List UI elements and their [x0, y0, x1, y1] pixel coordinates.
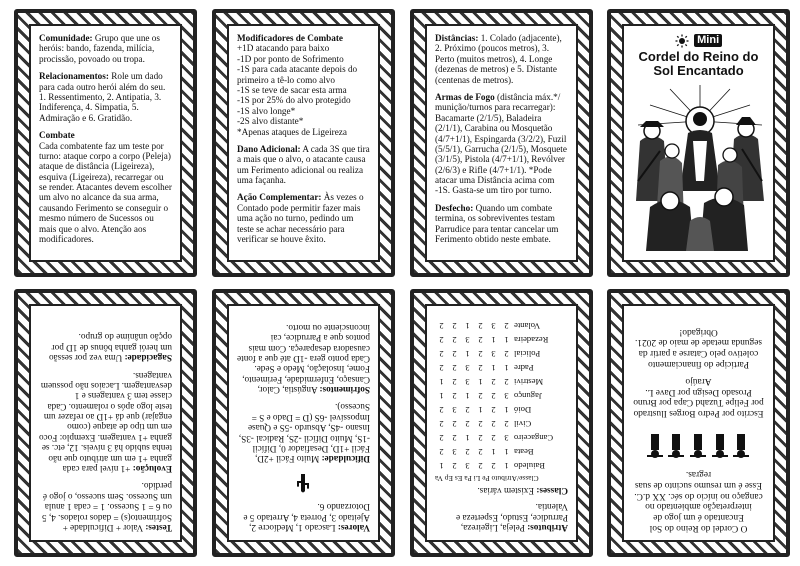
sun-icon — [675, 34, 689, 48]
modifier-line: -1S se teve de sacar esta arma — [237, 84, 347, 95]
text-atributos: Peleja, Ligeireza, Parrudice, Estudo, Esperteza e Valentia. — [456, 502, 568, 533]
attribute-value-cell: 2 — [478, 348, 483, 359]
heading-relacionamentos: Relacionamentos: — [39, 71, 109, 82]
modifier-line: +1D atacando para baixo — [237, 43, 330, 54]
attribute-value-cell: 1 — [465, 390, 470, 401]
paragraph-valores — [237, 502, 370, 533]
attribute-value-cell: 3 — [452, 446, 457, 457]
attribute-value-cell: 1 — [504, 362, 509, 373]
table-row — [435, 430, 568, 444]
paragraph-atributos — [435, 502, 568, 533]
attribute-value-cell: 3 — [465, 362, 470, 373]
class-name-cell: Volante — [514, 320, 541, 331]
table-row — [435, 388, 568, 402]
attribute-value-cell: 2 — [465, 418, 470, 429]
attribute-value-cell: 3 — [465, 334, 470, 345]
paragraph-catarse: Participe do financiamento coletivo pelo Catarse a partir da segunda metade de maio de 2021. Obrigado! — [634, 326, 763, 370]
attribute-value-cell: 2 — [452, 320, 457, 331]
card-content — [29, 24, 182, 262]
paragraph-armas-de-fogo — [435, 92, 568, 196]
card-creditos — [607, 289, 790, 557]
text-armas-de-fogo: (distância máx.*/ munição/turnos para recarregar): Bacamarte (2/1/5), Baladeira (2/1/1), Carabina ou Mosquetão (4/7+1/1), Espingarda (3/2/2), Fuzil (5/5/1), Garrucha (2/1/5), Mosquete (3/1/5), Pistola (4/7+1/1), Revólver (2/6/3) e Rifle (4/7+1/1). *Pode atacar uma Distância acima com -1S. Gasta-se um tiro por turno. — [435, 91, 567, 196]
attribute-value-cell: 2 — [478, 320, 483, 331]
attribute-value-cell: 2 — [465, 446, 470, 457]
paragraph-combate — [39, 130, 172, 244]
text-dificuldade: Muito Fácil +2D, Fácil +1D, Desafiador 0, Difícil -1S, Muito Difícil -2S, Radical -3S, Insano -4S, Absurdo -5S e Quase Impossível -6S (D = Dado e S = Sucesso). — [238, 402, 370, 465]
modifier-line: -1S por 25% do alvo protegido — [237, 95, 351, 106]
attribute-value-cell: 3 — [491, 348, 496, 359]
paragraph-desfecho — [435, 203, 568, 245]
attribute-value-cell: 2 — [439, 362, 444, 373]
cover-title: Cordel do Reino do Sol Encantado — [638, 49, 759, 78]
heading-valores: Valores: — [337, 523, 370, 533]
paragraph-testes — [39, 481, 172, 533]
paragraph-credits: Escrito por Pedro Borges Ilustrado por Felipe Tuzahd Capa por Bruno Prosado Design por Dave L. Araújo — [633, 375, 764, 419]
card-testes — [14, 289, 197, 557]
attribute-value-cell: 2 — [478, 362, 483, 373]
card-distancias — [410, 9, 593, 277]
heading-classes: Classes: — [536, 485, 568, 496]
attribute-value-cell: 2 — [504, 348, 509, 359]
attribute-value-cell: 2 — [452, 362, 457, 373]
paragraph-evolucao — [39, 370, 172, 474]
attribute-value-cell: 3 — [465, 460, 470, 471]
class-name-cell: Baiuledo — [514, 460, 546, 471]
class-table-header: Classe/Atributo Pe Li Pa Es Ep Va — [435, 474, 539, 484]
text-dano-adicional: A cada 3S que tira a mais que o alvo, o atacante causa um Ferimento adicional ou realiza uma façanha. — [237, 143, 370, 186]
attribute-value-cell: 2 — [452, 334, 457, 345]
card-content — [425, 24, 578, 262]
attribute-value-cell: 2 — [452, 390, 457, 401]
attribute-value-cell: 2 — [439, 432, 444, 443]
cactus-icon — [293, 473, 315, 495]
class-attribute-table — [435, 318, 568, 472]
heading-dificuldade: Dificuldade: — [321, 454, 370, 465]
modifier-line: -2S alvo distante* — [237, 116, 304, 127]
attribute-value-cell: 1 — [439, 376, 444, 387]
attribute-value-cell: 2 — [504, 320, 509, 331]
heading-atributos: Atributos: — [527, 523, 568, 533]
attribute-value-cell: 2 — [439, 418, 444, 429]
attribute-value-cell: 2 — [439, 320, 444, 331]
attribute-value-cell: 2 — [491, 460, 496, 471]
table-row — [435, 402, 568, 416]
paragraph-sagacidade — [39, 332, 172, 363]
figures-illustration — [632, 424, 765, 462]
attribute-value-cell: 2 — [478, 446, 483, 457]
text-testes: Valor + Dificuldade + Sofrimento(s) = dados rolados. 4, 5 ou 6 = 1 Sucesso. 1 = cada 1 anula um Sucesso. Sem sucesso, o jogo é perdido. — [42, 481, 172, 533]
class-name-cell: Civil — [514, 418, 532, 429]
card-modificadores — [212, 9, 395, 277]
heading-dano-adicional: Dano Adicional: — [237, 143, 301, 154]
attribute-value-cell: 2 — [452, 418, 457, 429]
class-name-cell: Policial — [514, 348, 541, 359]
attribute-value-cell: 1 — [439, 460, 444, 471]
table-row — [435, 416, 568, 430]
attribute-value-cell: 2 — [491, 390, 496, 401]
paragraph-modificadores — [237, 33, 370, 137]
attribute-value-cell: 2 — [504, 376, 509, 387]
paragraph-comunidade — [39, 33, 172, 64]
attribute-value-cell: 1 — [465, 320, 470, 331]
attribute-value-cell: 3 — [452, 404, 457, 415]
attribute-value-cell: 3 — [465, 376, 470, 387]
attribute-value-cell: 2 — [491, 432, 496, 443]
card-atributos-classes — [410, 289, 593, 557]
attribute-value-cell: 2 — [452, 376, 457, 387]
heading-comunidade: Comunidade: — [39, 33, 93, 43]
attribute-value-cell: 1 — [504, 446, 509, 457]
paragraph-intro: O Cordel do Reino do Sol Encantado é um jogo de interpretação ambientado no cangaço no início do séc. XX d.C. Esse é um resumo sucinto de suas regras. — [634, 468, 763, 533]
card-content — [227, 304, 380, 542]
attribute-value-cell: 2 — [452, 348, 457, 359]
card-content — [622, 24, 775, 262]
attribute-value-cell: 1 — [491, 334, 496, 345]
heading-modificadores: Modificadores de Combate — [237, 33, 343, 43]
modifier-line: -1D por ponto de Sofrimento — [237, 53, 344, 64]
table-row — [435, 360, 568, 374]
attribute-value-cell: 1 — [465, 432, 470, 443]
mini-badge: Mini — [694, 34, 722, 46]
attribute-value-cell: 2 — [439, 334, 444, 345]
class-name-cell: Rezadeira — [514, 334, 549, 345]
attribute-value-cell: 1 — [465, 348, 470, 359]
modifier-line: *Apenas ataques de Ligeireza — [237, 126, 347, 137]
cover-title-block — [630, 34, 767, 77]
attribute-value-cell: 1 — [504, 334, 509, 345]
attribute-value-cell: 2 — [478, 432, 483, 443]
text-sagacidade: Uma vez por sessão um herói ganha bônus de 1D por opção unânime do grupo. — [48, 332, 172, 364]
attribute-value-cell: 1 — [491, 446, 496, 457]
attribute-value-cell: 3 — [504, 390, 509, 401]
heading-armas-de-fogo: Armas de Fogo — [435, 91, 495, 102]
attribute-value-cell: 2 — [439, 446, 444, 457]
attribute-value-cell: 1 — [504, 460, 509, 471]
class-name-cell: Doió — [514, 404, 532, 415]
attribute-value-cell: 1 — [439, 390, 444, 401]
card-content — [622, 304, 775, 542]
attribute-value-cell: 2 — [491, 418, 496, 429]
characters-icon — [644, 428, 754, 462]
heading-desfecho: Desfecho: — [435, 202, 474, 213]
table-row — [435, 374, 568, 388]
text-evolucao: +1 nível para cada ganha +1 em um atributo que não tenha subido há 3 níveis. 12, etc. se ganha +1 vantagem. Exemplo: Foco em um tipo de ataque (como engajar) que dá +1D ao refazer um teste logo após o rolamento. Cada classe tem 3 vantagens e 1 desvantagem. Lacaios não possuem vantagens. — [38, 370, 172, 475]
heading-sofrimentos: Sofrimentos: — [319, 385, 370, 396]
attribute-value-cell: 2 — [452, 432, 457, 443]
paragraph-dificuldade — [237, 402, 370, 464]
attribute-value-cell: 2 — [465, 404, 470, 415]
attribute-value-cell: 2 — [478, 418, 483, 429]
class-name-cell: Jagunço — [514, 390, 543, 401]
attribute-value-cell: 2 — [491, 404, 496, 415]
attribute-value-cell: 2 — [478, 334, 483, 345]
paragraph-relacionamentos — [39, 71, 172, 123]
attribute-value-cell: 1 — [478, 404, 483, 415]
heading-evolucao: Evolução: — [132, 464, 172, 475]
text-acao-complementar: Às vezes o Contado pode permitir fazer mais uma ação no turno, pedindo um teste se achar necessário para verificar se houve êxito. — [237, 192, 364, 245]
attribute-value-cell: 2 — [452, 460, 457, 471]
text-sofrimentos: Angústia, Calor, Cansaço, Enfermidade, Ferimento, Fome, Insolação, Medo e Sede. Cada ponto gera -1D até que a fonte causadora desapareça. Com mais pontos que a Parrudice, cai inconsciente ou morto. — [237, 322, 370, 396]
attribute-value-cell: 1 — [491, 362, 496, 373]
table-row — [435, 346, 568, 360]
text-relacionamentos: Role um dado para cada outro herói além do seu. 1. Ressentimento, 2. Antipatia, 3. Indiferença, 4. Simpatia, 5. Admiração e 6. Gratidão. — [39, 71, 166, 123]
text-distancias: 1. Colado (adjacente), 2. Próximo (poucos metros), 3. Perto (muitos metros), 4. Longe (dezenas de metros) e 5. Distante (centenas de metros). — [435, 33, 562, 85]
modifier-line: -1S para cada atacante depois do primeiro a tê-lo como alvo — [237, 64, 358, 85]
heading-combate: Combate — [39, 130, 75, 141]
attribute-value-cell: 2 — [439, 348, 444, 359]
card-content — [425, 304, 578, 542]
card-valores — [212, 289, 395, 557]
text-comunidade: Grupo que une os heróis: bando, fazenda, milícia, procissão, povoado ou tropa. — [39, 33, 160, 64]
table-row — [435, 332, 568, 346]
attribute-value-cell: 2 — [478, 460, 483, 471]
card-content — [227, 24, 380, 262]
class-name-cell: Beata — [514, 446, 534, 457]
card-content — [29, 304, 182, 542]
class-name-cell: Mestrivi — [514, 376, 544, 387]
paragraph-dano-adicional — [237, 144, 370, 186]
attribute-value-cell: 2 — [439, 404, 444, 415]
text-valores: Lascado 1, Medíocre 2, Ajeitado 3, Porreta 4, Arretado 5 e Dotorzando 6. — [243, 502, 370, 533]
card-comunidade — [14, 9, 197, 277]
attribute-value-cell: 2 — [504, 418, 509, 429]
card-cover — [607, 9, 790, 277]
paragraph-sofrimentos — [237, 322, 370, 395]
heading-sagacidade: Sagacidade: — [124, 353, 172, 364]
table-row — [435, 318, 568, 332]
heading-distancias: Distâncias: — [435, 33, 479, 43]
modifier-line: -1S alvo longe* — [237, 105, 296, 116]
class-name-cell: Cangaceiro — [514, 432, 554, 443]
attribute-value-cell: 1 — [504, 404, 509, 415]
table-row — [435, 458, 568, 472]
paragraph-distancias — [435, 33, 568, 85]
heading-testes: Testes: — [145, 523, 172, 533]
paragraph-acao-complementar — [237, 192, 370, 244]
text-classes: Existem várias. — [477, 485, 537, 496]
attribute-value-cell: 2 — [491, 376, 496, 387]
text-desfecho: Quando um combate termina, os sobreviventes testam Parrudice para tentar cancelar um Ferimento obtido neste embate. — [435, 202, 559, 245]
attribute-value-cell: 1 — [478, 376, 483, 387]
class-name-cell: Padre — [514, 362, 534, 373]
cover-illustration — [630, 81, 770, 251]
attribute-value-cell: 2 — [478, 390, 483, 401]
attribute-value-cell: 3 — [491, 320, 496, 331]
attribute-value-cell: 3 — [504, 432, 509, 443]
cactus-illustration — [237, 470, 370, 494]
table-row — [435, 444, 568, 458]
paragraph-classes — [435, 485, 568, 495]
heading-acao-complementar: Ação Complementar: — [237, 192, 322, 203]
text-combate: Cada combatente faz um teste por turno: ataque corpo a corpo (Peleja) ataque de distância (Ligeireza), esquiva (Ligeireza), recarregar ou se render. Atacantes devem escolher um alvo no alcance da sua arma, causando Ferimento se conseguir o mesmo número de Sucessos ou mais que o alvo. Atenção aos modificadores. — [39, 140, 172, 245]
